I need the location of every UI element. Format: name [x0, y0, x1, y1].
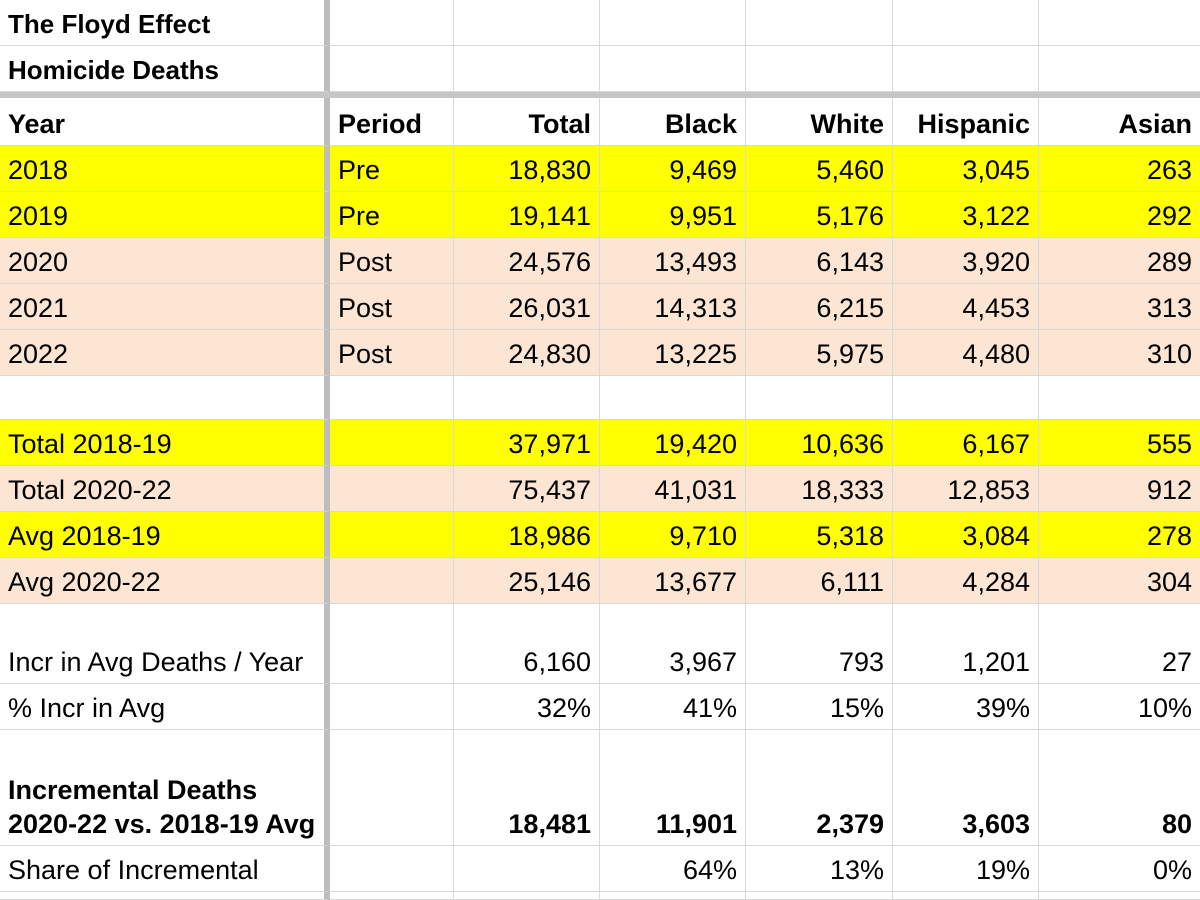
white-cell[interactable]: 13% — [746, 846, 893, 892]
row-label-cell[interactable]: 2018 — [0, 146, 330, 192]
subtitle-row — [0, 46, 1200, 92]
empty-cell[interactable] — [893, 892, 1039, 900]
hispanic-cell[interactable]: 19% — [893, 846, 1039, 892]
asian-cell[interactable]: 292 — [1039, 192, 1200, 238]
table-row-partial — [0, 892, 1200, 900]
row-label-cell[interactable]: Total 2018-19 — [0, 420, 330, 466]
row-label-cell[interactable]: Total 2020-22 — [0, 466, 330, 512]
empty-cell[interactable] — [600, 376, 746, 420]
black-cell[interactable]: 9,469 — [600, 146, 746, 192]
empty-cell[interactable] — [1039, 46, 1200, 92]
header-row — [0, 98, 1200, 146]
hispanic-cell[interactable]: 3,920 — [893, 238, 1039, 284]
black-cell[interactable]: 41,031 — [600, 466, 746, 512]
period-cell[interactable]: Post — [330, 284, 454, 330]
row-label-cell[interactable]: % Incr in Avg — [0, 684, 330, 730]
white-cell[interactable]: 5,975 — [746, 330, 893, 376]
asian-cell[interactable]: 80 — [1039, 730, 1200, 846]
empty-cell[interactable] — [330, 46, 454, 92]
table-row — [0, 604, 1200, 684]
period-cell[interactable] — [330, 684, 454, 730]
table-row — [0, 512, 1200, 558]
table-row — [0, 846, 1200, 892]
table-row — [0, 238, 1200, 284]
total-cell[interactable] — [454, 846, 600, 892]
hispanic-cell[interactable]: 3,122 — [893, 192, 1039, 238]
asian-cell[interactable]: 555 — [1039, 420, 1200, 466]
empty-cell[interactable] — [1039, 892, 1200, 900]
empty-cell[interactable] — [0, 892, 330, 900]
empty-cell[interactable] — [330, 0, 454, 46]
total-cell[interactable]: 19,141 — [454, 192, 600, 238]
row-label-cell[interactable]: 2021 — [0, 284, 330, 330]
row-label-cell[interactable]: Incremental Deaths 2020-22 vs. 2018-19 Avg — [0, 730, 330, 846]
table-row — [0, 284, 1200, 330]
period-cell[interactable]: Post — [330, 330, 454, 376]
asian-cell[interactable]: 10% — [1039, 684, 1200, 730]
empty-cell[interactable] — [746, 46, 893, 92]
total-cell[interactable]: 18,830 — [454, 146, 600, 192]
table-row-empty — [0, 376, 1200, 420]
asian-cell[interactable]: 278 — [1039, 512, 1200, 558]
black-cell[interactable]: 19,420 — [600, 420, 746, 466]
white-cell[interactable]: 18,333 — [746, 466, 893, 512]
hispanic-cell[interactable]: 39% — [893, 684, 1039, 730]
empty-cell[interactable] — [600, 46, 746, 92]
black-cell[interactable]: 41% — [600, 684, 746, 730]
total-cell[interactable]: 18,986 — [454, 512, 600, 558]
empty-cell[interactable] — [893, 0, 1039, 46]
empty-cell[interactable] — [746, 892, 893, 900]
table-row — [0, 466, 1200, 512]
total-cell[interactable]: 6,160 — [454, 604, 600, 684]
white-cell[interactable]: 5,176 — [746, 192, 893, 238]
empty-cell[interactable] — [893, 376, 1039, 420]
white-cell[interactable]: 15% — [746, 684, 893, 730]
period-cell[interactable] — [330, 604, 454, 684]
header-white[interactable]: White — [746, 98, 893, 146]
period-cell[interactable]: Post — [330, 238, 454, 284]
table-row — [0, 684, 1200, 730]
empty-cell[interactable] — [454, 0, 600, 46]
table-row — [0, 330, 1200, 376]
black-cell[interactable]: 13,225 — [600, 330, 746, 376]
empty-cell[interactable] — [893, 46, 1039, 92]
hispanic-cell[interactable]: 3,045 — [893, 146, 1039, 192]
period-cell[interactable] — [330, 730, 454, 846]
hispanic-cell[interactable]: 3,603 — [893, 730, 1039, 846]
asian-cell[interactable]: 310 — [1039, 330, 1200, 376]
total-cell[interactable]: 37,971 — [454, 420, 600, 466]
table-row — [0, 420, 1200, 466]
total-cell[interactable]: 24,576 — [454, 238, 600, 284]
black-cell[interactable]: 13,677 — [600, 558, 746, 604]
empty-cell[interactable] — [454, 376, 600, 420]
asian-cell[interactable]: 263 — [1039, 146, 1200, 192]
total-cell[interactable]: 32% — [454, 684, 600, 730]
period-cell[interactable] — [330, 466, 454, 512]
header-year[interactable]: Year — [0, 98, 330, 146]
header-asian[interactable]: Asian — [1039, 98, 1200, 146]
empty-cell[interactable] — [0, 376, 330, 420]
total-cell[interactable]: 24,830 — [454, 330, 600, 376]
table-row — [0, 146, 1200, 192]
white-cell[interactable]: 5,460 — [746, 146, 893, 192]
hispanic-cell[interactable]: 6,167 — [893, 420, 1039, 466]
hispanic-cell[interactable]: 1,201 — [893, 604, 1039, 684]
table-row — [0, 192, 1200, 238]
hispanic-cell[interactable]: 12,853 — [893, 466, 1039, 512]
empty-cell[interactable] — [746, 0, 893, 46]
row-label-cell[interactable]: Incr in Avg Deaths / Year — [0, 604, 330, 684]
period-cell[interactable] — [330, 512, 454, 558]
hispanic-cell[interactable]: 4,284 — [893, 558, 1039, 604]
empty-cell[interactable] — [330, 376, 454, 420]
total-cell[interactable]: 26,031 — [454, 284, 600, 330]
black-cell[interactable]: 13,493 — [600, 238, 746, 284]
white-cell[interactable]: 2,379 — [746, 730, 893, 846]
black-cell[interactable]: 11,901 — [600, 730, 746, 846]
table-row — [0, 730, 1200, 846]
black-cell[interactable]: 14,313 — [600, 284, 746, 330]
hispanic-cell[interactable]: 3,084 — [893, 512, 1039, 558]
empty-cell[interactable] — [1039, 376, 1200, 420]
row-label-cell[interactable]: 2020 — [0, 238, 330, 284]
asian-cell[interactable]: 27 — [1039, 604, 1200, 684]
period-cell[interactable] — [330, 420, 454, 466]
empty-cell[interactable] — [1039, 0, 1200, 46]
empty-cell[interactable] — [746, 376, 893, 420]
empty-cell[interactable] — [600, 892, 746, 900]
subtitle-cell[interactable]: Homicide Deaths — [0, 46, 330, 92]
black-cell[interactable]: 9,951 — [600, 192, 746, 238]
asian-cell[interactable]: 304 — [1039, 558, 1200, 604]
total-cell[interactable]: 18,481 — [454, 730, 600, 846]
asian-cell[interactable]: 289 — [1039, 238, 1200, 284]
white-cell[interactable]: 793 — [746, 604, 893, 684]
title-cell[interactable]: The Floyd Effect — [0, 0, 330, 46]
black-cell[interactable]: 64% — [600, 846, 746, 892]
period-cell[interactable] — [330, 846, 454, 892]
asian-cell[interactable]: 912 — [1039, 466, 1200, 512]
total-cell[interactable]: 75,437 — [454, 466, 600, 512]
row-label-cell[interactable]: 2022 — [0, 330, 330, 376]
period-cell[interactable]: Pre — [330, 146, 454, 192]
header-total[interactable]: Total — [454, 98, 600, 146]
white-cell[interactable]: 6,143 — [746, 238, 893, 284]
hispanic-cell[interactable]: 4,480 — [893, 330, 1039, 376]
white-cell[interactable]: 6,215 — [746, 284, 893, 330]
empty-cell[interactable] — [454, 892, 600, 900]
white-cell[interactable]: 5,318 — [746, 512, 893, 558]
empty-cell[interactable] — [454, 46, 600, 92]
header-period[interactable]: Period — [330, 98, 454, 146]
period-cell[interactable]: Pre — [330, 192, 454, 238]
asian-cell[interactable]: 0% — [1039, 846, 1200, 892]
header-black[interactable]: Black — [600, 98, 746, 146]
asian-cell[interactable]: 313 — [1039, 284, 1200, 330]
hispanic-cell[interactable]: 4,453 — [893, 284, 1039, 330]
period-cell[interactable] — [330, 558, 454, 604]
row-label-cell[interactable]: Share of Incremental — [0, 846, 330, 892]
row-label-cell[interactable]: Avg 2018-19 — [0, 512, 330, 558]
black-cell[interactable]: 9,710 — [600, 512, 746, 558]
white-cell[interactable]: 10,636 — [746, 420, 893, 466]
row-label-cell[interactable]: Avg 2020-22 — [0, 558, 330, 604]
black-cell[interactable]: 3,967 — [600, 604, 746, 684]
empty-cell[interactable] — [600, 0, 746, 46]
total-cell[interactable]: 25,146 — [454, 558, 600, 604]
empty-cell[interactable] — [330, 892, 454, 900]
row-label-cell[interactable]: 2019 — [0, 192, 330, 238]
white-cell[interactable]: 6,111 — [746, 558, 893, 604]
header-hispanic[interactable]: Hispanic — [893, 98, 1039, 146]
title-row — [0, 0, 1200, 46]
table-row — [0, 558, 1200, 604]
